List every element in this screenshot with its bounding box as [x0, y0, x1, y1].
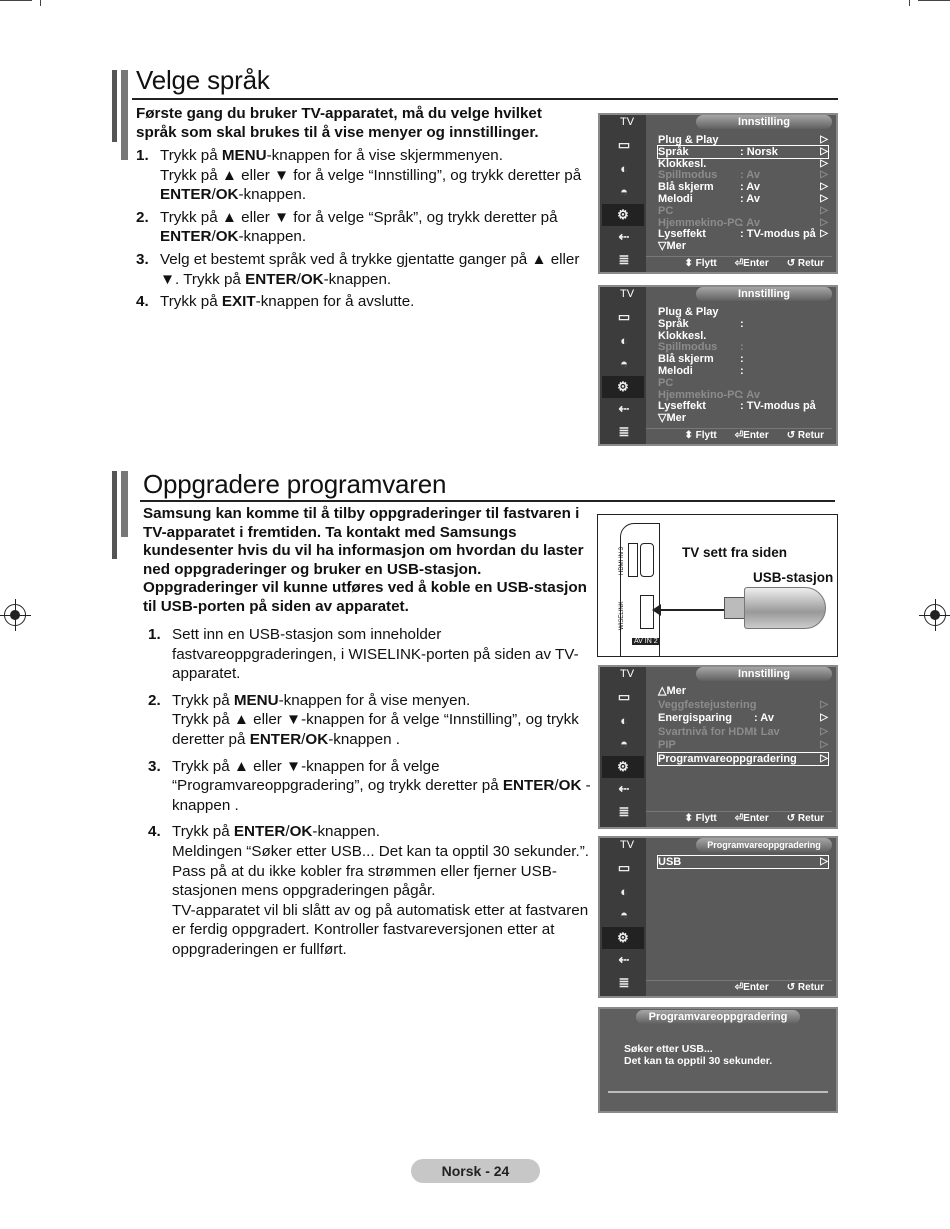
osd-item-label: Blå skjerm — [658, 181, 714, 194]
chevron-right-icon: ▷ — [820, 204, 828, 216]
osd-menu-item[interactable] — [658, 181, 828, 193]
title-rule — [132, 98, 838, 100]
chevron-right-icon: ▷ — [820, 228, 828, 240]
osd-item-label: PC — [658, 376, 674, 389]
osd-item-label: ▽Mer — [658, 240, 687, 253]
avin-label: AV IN 2 — [634, 638, 658, 645]
channel-icon[interactable]: ◓ — [620, 183, 628, 199]
picture-icon[interactable]: ▭ — [617, 689, 631, 704]
channel-icon[interactable]: ◓ — [620, 355, 628, 371]
osd-item-label: Språk — [658, 145, 689, 158]
osd-item-label: PC — [658, 204, 674, 217]
step-text: Velg et bestemt språk ved å trykke gjentatte ganger på ▲ eller ▼. Trykk på ENTER/OK-knappen. — [160, 250, 580, 288]
osd-footer — [646, 428, 832, 442]
step-text: Trykk på EXIT-knappen for å avslutte. — [160, 293, 415, 311]
osd-menu-item[interactable] — [658, 146, 828, 158]
osd-item-value: : Av — [740, 181, 760, 194]
step-text: Sett inn en USB-stasjon som inneholder fastvareoppgraderingen, i WISELINK-porten på siden av TV-apparatet. — [172, 626, 579, 683]
step-text: Trykk på ▲ eller ▼-knappen for å velge “Programvareoppgradering”, og trykk deretter på ENTER/OK -knappen . — [172, 757, 591, 814]
osd-language-menu — [598, 285, 838, 446]
setup-icon[interactable]: ⚙ — [602, 927, 644, 949]
chevron-right-icon: ▷ — [820, 712, 828, 724]
chevron-right-icon: ▷ — [820, 753, 828, 764]
osd-item-label: Plug & Play — [658, 134, 719, 146]
osd-footer-hint: ⏎Enter — [734, 258, 769, 269]
osd-menu-item[interactable] — [658, 217, 828, 229]
dialog-line: Søker etter USB... — [624, 1043, 713, 1055]
step-number: 4. — [148, 823, 161, 841]
osd-menu-item[interactable] — [658, 169, 828, 181]
osd-item-value: : — [740, 317, 744, 330]
osd-item-label: △Mer — [658, 685, 687, 697]
chevron-right-icon: ▷ — [820, 134, 828, 145]
progress-bar — [608, 1091, 828, 1093]
osd-menu-item[interactable] — [658, 699, 828, 711]
osd-item-label: Lyseffekt — [658, 400, 706, 413]
osd-menu-item[interactable] — [658, 330, 828, 342]
osd-searching-dialog — [598, 1007, 838, 1113]
step-text: Trykk på MENU-knappen for å vise menyen. Trykk på ▲ eller ▼-knappen for å velge “Innstilling”, og trykk deretter på ENTER/OK-knappen . — [172, 691, 579, 748]
osd-item-value: : Av — [754, 712, 774, 725]
osd-item-value: : — [740, 365, 744, 377]
osd-footer-hint: ↺ Retur — [786, 982, 824, 993]
osd-footer-hint: ↺ Retur — [786, 258, 824, 269]
osd-item-label: Veggfestejustering — [658, 698, 757, 711]
input-icon[interactable]: ⇠ — [618, 952, 630, 967]
osd-footer-hint: ⏎Enter — [734, 982, 769, 993]
osd-footer-hint: ⏎Enter — [734, 813, 769, 824]
osd-item-value: : TV-modus på — [740, 228, 816, 241]
step-number: 1. — [148, 626, 161, 643]
osd-upgrade-menu — [598, 665, 838, 829]
osd-menu-item[interactable] — [658, 377, 828, 389]
osd-menu-item[interactable] — [658, 318, 828, 330]
osd-menu-item[interactable] — [658, 205, 828, 217]
osd-footer-hint: ⬍ Flytt — [684, 258, 717, 269]
crop-mark — [909, 0, 910, 6]
chevron-right-icon: ▷ — [820, 216, 828, 228]
section-bar — [112, 471, 117, 559]
channel-icon[interactable]: ◓ — [620, 906, 628, 922]
step-number: 2. — [136, 208, 149, 226]
usb-stick — [744, 587, 826, 629]
osd-item-label: Hjemmekino-PC — [658, 216, 743, 229]
osd-menu-item[interactable] — [658, 193, 828, 205]
osd-menu-item[interactable] — [658, 306, 828, 318]
section-bar — [112, 70, 117, 142]
osd-tv-label: TV — [620, 288, 635, 300]
osd-item-label: Klokkesl. — [658, 329, 707, 342]
dialog-title: Programvareoppgradering — [636, 1010, 800, 1024]
osd-footer-hint: ↺ Retur — [786, 430, 824, 441]
osd-menu-item[interactable] — [658, 353, 828, 365]
picture-icon[interactable]: ▭ — [617, 860, 631, 875]
osd-menu-item[interactable] — [658, 753, 828, 765]
osd-settings-menu — [598, 113, 838, 274]
picture-icon[interactable]: ▭ — [617, 309, 631, 324]
usb-label: USB-stasjon — [753, 570, 834, 585]
osd-menu-item[interactable] — [658, 712, 828, 724]
osd-tab-title: Innstilling — [696, 667, 832, 681]
osd-menu-item[interactable] — [658, 739, 828, 751]
chevron-right-icon: ▷ — [820, 145, 828, 157]
step-item — [148, 757, 592, 816]
setup-icon[interactable]: ⚙ — [602, 756, 644, 778]
application-icon[interactable]: ≣ — [618, 252, 630, 267]
application-icon[interactable]: ≣ — [618, 975, 630, 990]
section-bar — [121, 70, 128, 160]
osd-item-value: : TV-modus på — [740, 400, 816, 413]
chevron-right-icon: ▷ — [820, 157, 828, 169]
osd-tv-label: TV — [620, 668, 635, 680]
osd-tab-title: Innstilling — [696, 115, 832, 129]
section-intro: Første gang du bruker TV-apparatet, må du velge hvilket språk som skal brukes til å vise menyer og innstillinger. — [136, 105, 542, 141]
chevron-right-icon: ▷ — [820, 856, 828, 867]
dialog-line: Det kan ta opptil 30 sekunder. — [624, 1055, 773, 1067]
step-item — [136, 250, 590, 289]
osd-menu-item[interactable] — [658, 389, 828, 401]
osd-item-label: Klokkesl. — [658, 157, 707, 170]
osd-menu-item[interactable] — [658, 134, 828, 146]
step-item — [136, 292, 590, 312]
page-number: Norsk - 24 — [411, 1159, 540, 1183]
osd-menu-item[interactable] — [658, 685, 828, 697]
hdmi-label: HDMI IN 3 — [619, 546, 625, 575]
section-bar — [121, 471, 128, 537]
input-icon[interactable]: ⇠ — [618, 229, 630, 244]
osd-item-label: ▽Mer — [658, 412, 687, 425]
registration-mark — [924, 604, 946, 626]
registration-mark — [4, 604, 26, 626]
application-icon[interactable]: ≣ — [618, 424, 630, 439]
sound-icon[interactable]: ◐ — [620, 332, 628, 348]
osd-footer — [646, 256, 832, 270]
step-number: 2. — [148, 691, 161, 709]
osd-item-value: : — [740, 353, 744, 366]
chevron-right-icon: ▷ — [820, 169, 828, 181]
osd-item-label: USB — [658, 856, 682, 868]
osd-footer-hint: ⏎Enter — [734, 430, 769, 441]
osd-item-label: Spillmodus — [658, 341, 718, 354]
osd-footer — [646, 811, 832, 825]
arrow-head — [652, 604, 661, 616]
step-item — [148, 822, 592, 959]
step-number: 4. — [136, 293, 149, 311]
osd-item-value: : Av — [740, 193, 760, 205]
crop-mark — [0, 0, 32, 1]
hdmi-port — [628, 543, 638, 577]
osd-item-value: : — [740, 341, 744, 354]
application-icon[interactable]: ≣ — [618, 804, 630, 819]
osd-item-label: Plug & Play — [658, 306, 719, 318]
osd-item-label: Språk — [658, 317, 689, 330]
osd-item-label: Svartnivå for HDMI — [658, 725, 757, 738]
osd-menu-item[interactable] — [658, 158, 828, 170]
step-item — [136, 208, 590, 247]
picture-icon[interactable]: ▭ — [617, 137, 631, 152]
usb-plug — [724, 597, 746, 619]
osd-item-value: : Av — [740, 169, 760, 182]
osd-menu-item[interactable] — [658, 228, 828, 240]
osd-item-label: Melodi — [658, 193, 693, 205]
input-icon[interactable]: ⇠ — [618, 401, 630, 416]
setup-icon[interactable]: ⚙ — [602, 376, 644, 398]
step-item — [148, 691, 592, 750]
chevron-right-icon: ▷ — [820, 181, 828, 193]
section-title: Oppgradere programvaren — [143, 469, 447, 499]
osd-menu-item[interactable] — [658, 856, 828, 868]
tv-side-label: TV sett fra siden — [682, 545, 788, 560]
osd-footer-hint: ↺ Retur — [786, 813, 824, 824]
osd-menu-item[interactable] — [658, 365, 828, 377]
wiselink-label: WISELINK — [619, 601, 625, 630]
arrow-line — [656, 609, 728, 611]
setup-icon[interactable]: ⚙ — [602, 204, 644, 226]
osd-tv-label: TV — [620, 116, 635, 128]
osd-tv-label: TV — [620, 839, 635, 851]
osd-tab-title: Programvareoppgradering — [696, 838, 832, 852]
sound-icon[interactable]: ◐ — [620, 883, 628, 899]
osd-footer-hint: ⬍ Flytt — [684, 813, 717, 824]
sound-icon[interactable]: ◐ — [620, 160, 628, 176]
step-text: Trykk på ENTER/OK-knappen. Meldingen “Søker etter USB... Det kan ta opptil 30 sekunder.”. Pass på at du ikke kobler fra strømmen eller fjerner USB-stasjonen mens oppgraderingen pågår. TV-apparatet vil bli slått av og på automatisk etter at fastvaren er ferdig oppgradert. Kontroller fastvareversjonen etter at oppgraderingen er fullført. — [172, 823, 590, 958]
section-intro: Samsung kan komme til å tilby oppgraderinger til fastvaren i TV-apparatet i fremtiden. Ta kontakt med Samsungs kundesenter hvis du vil ha informasjon om hvordan du laster ned oppgraderinger og bruker en USB-stasjon. Oppgraderinger vil kunne utføres ved å koble en USB-stasjon til USB-porten på siden av apparatet. — [143, 505, 587, 615]
osd-item-value: : Av — [740, 388, 760, 401]
osd-item-value: : Lav — [754, 725, 780, 738]
hdmi-port-outline — [640, 543, 654, 577]
osd-item-value: : Norsk — [740, 145, 778, 158]
osd-menu-item[interactable] — [658, 726, 828, 738]
osd-item-label: Hjemmekino-PC — [658, 388, 743, 401]
crop-mark — [918, 0, 950, 1]
title-rule — [140, 500, 835, 502]
step-item — [136, 146, 590, 205]
sound-icon[interactable]: ◐ — [620, 712, 628, 728]
step-text: Trykk på MENU-knappen for å vise skjermmenyen. Trykk på ▲ eller ▼ for å velge “Innstilling”, og trykk deretter på ENTER/OK-knappen. — [160, 147, 582, 204]
section-title: Velge språk — [136, 65, 270, 95]
steps-list — [136, 146, 590, 315]
osd-footer-hint: ⬍ Flytt — [684, 430, 717, 441]
osd-item-label: Energisparing — [658, 712, 732, 725]
chevron-right-icon: ▷ — [820, 739, 828, 751]
chevron-right-icon: ▷ — [820, 725, 828, 737]
channel-icon[interactable]: ◓ — [620, 735, 628, 751]
osd-footer — [646, 980, 832, 994]
steps-list — [148, 625, 592, 967]
osd-usb-menu — [598, 836, 838, 998]
step-item — [148, 625, 592, 684]
osd-menu-item[interactable] — [658, 400, 828, 412]
step-text: Trykk på ▲ eller ▼ for å velge “Språk”, og trykk deretter på ENTER/OK-knappen. — [160, 208, 558, 246]
step-number: 3. — [136, 250, 149, 268]
osd-item-label: Spillmodus — [658, 169, 718, 182]
tv-side-panel — [620, 523, 660, 657]
osd-item-label: Lyseffekt — [658, 228, 706, 241]
osd-item-label: Programvareoppgradering — [658, 753, 797, 765]
osd-item-label: Melodi — [658, 365, 693, 377]
chevron-right-icon: ▷ — [820, 698, 828, 710]
step-number: 1. — [136, 147, 149, 164]
osd-menu-item[interactable] — [658, 341, 828, 353]
step-number: 3. — [148, 757, 161, 775]
chevron-right-icon: ▷ — [820, 193, 828, 204]
osd-item-label: PIP — [658, 739, 676, 752]
input-icon[interactable]: ⇠ — [618, 781, 630, 796]
osd-item-label: Blå skjerm — [658, 353, 714, 366]
osd-menu-item[interactable] — [658, 412, 828, 424]
crop-mark — [40, 0, 41, 6]
osd-item-value: : Av — [740, 216, 760, 229]
osd-menu-item[interactable] — [658, 240, 828, 252]
osd-tab-title: Innstilling — [696, 287, 832, 301]
usb-figure — [597, 514, 838, 657]
